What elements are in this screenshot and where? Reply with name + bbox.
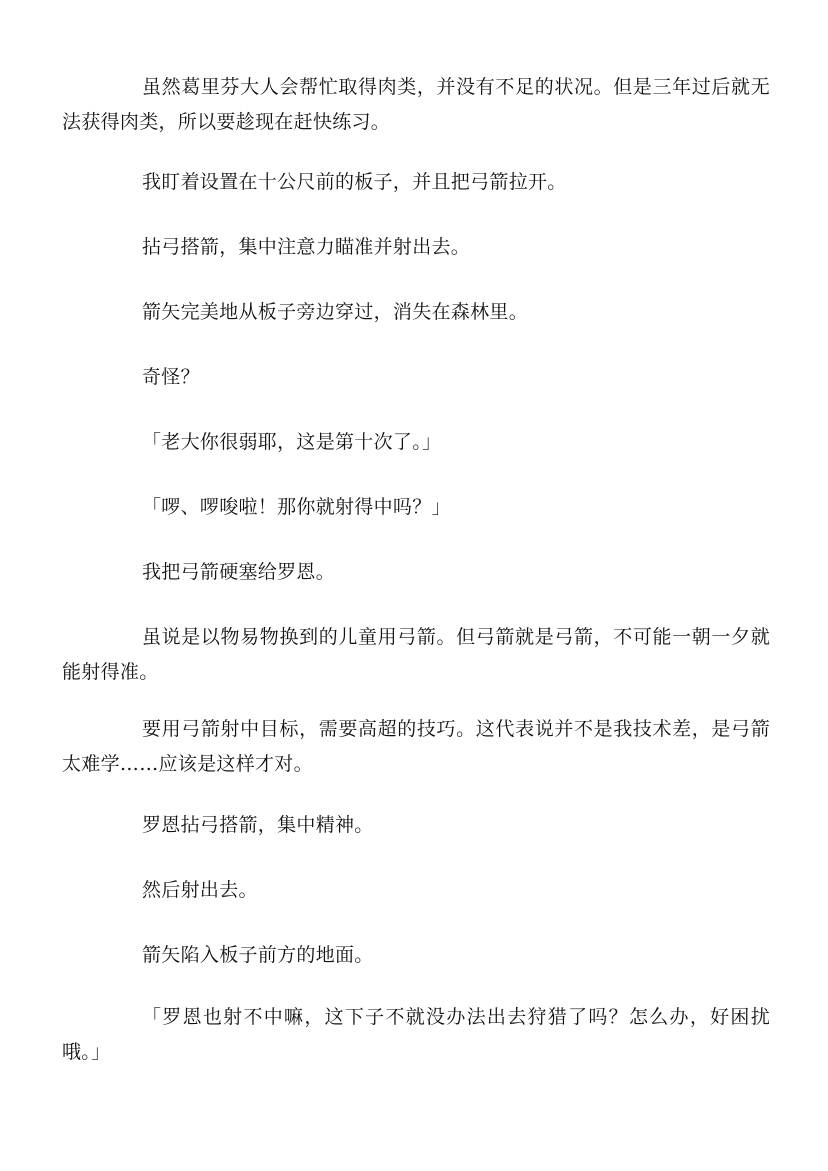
paragraph-12: 然后射出去。 bbox=[142, 879, 258, 901]
paragraph-6: 「老大你很弱耶，这是第十次了。」 bbox=[142, 431, 442, 453]
paragraph-11: 罗恩拈弓搭箭，集中精神。 bbox=[142, 814, 374, 836]
paragraph-10: 要用弓箭射中目标，需要高超的技巧。这代表说并不是我技术差，是弓箭太难学……应该是这样才对。 bbox=[62, 718, 770, 775]
paragraph-14: 「罗恩也射不中嘛，这下子不就没办法出去狩猎了吗？怎么办，好困扰哦。」 bbox=[62, 1006, 770, 1063]
paragraph-4: 箭矢完美地从板子旁边穿过，消失在森林里。 bbox=[142, 301, 529, 323]
paragraph-2: 我盯着设置在十公尺前的板子，并且把弓箭拉开。 bbox=[142, 171, 567, 193]
paragraph-5: 奇怪？ bbox=[142, 366, 200, 388]
paragraph-1: 虽然葛里芬大人会帮忙取得肉类，并没有不足的状况。但是三年过后就无法获得肉类，所以要趁现在赶快练习。 bbox=[62, 76, 770, 133]
paragraph-13: 箭矢陷入板子前方的地面。 bbox=[142, 944, 374, 966]
paragraph-3: 拈弓搭箭，集中注意力瞄准并射出去。 bbox=[142, 236, 471, 258]
paragraph-8: 我把弓箭硬塞给罗恩。 bbox=[142, 561, 336, 583]
paragraph-7: 「啰、啰唆啦！那你就射得中吗？」 bbox=[142, 496, 451, 518]
paragraph-9: 虽说是以物易物换到的儿童用弓箭。但弓箭就是弓箭，不可能一朝一夕就能射得准。 bbox=[62, 626, 770, 683]
